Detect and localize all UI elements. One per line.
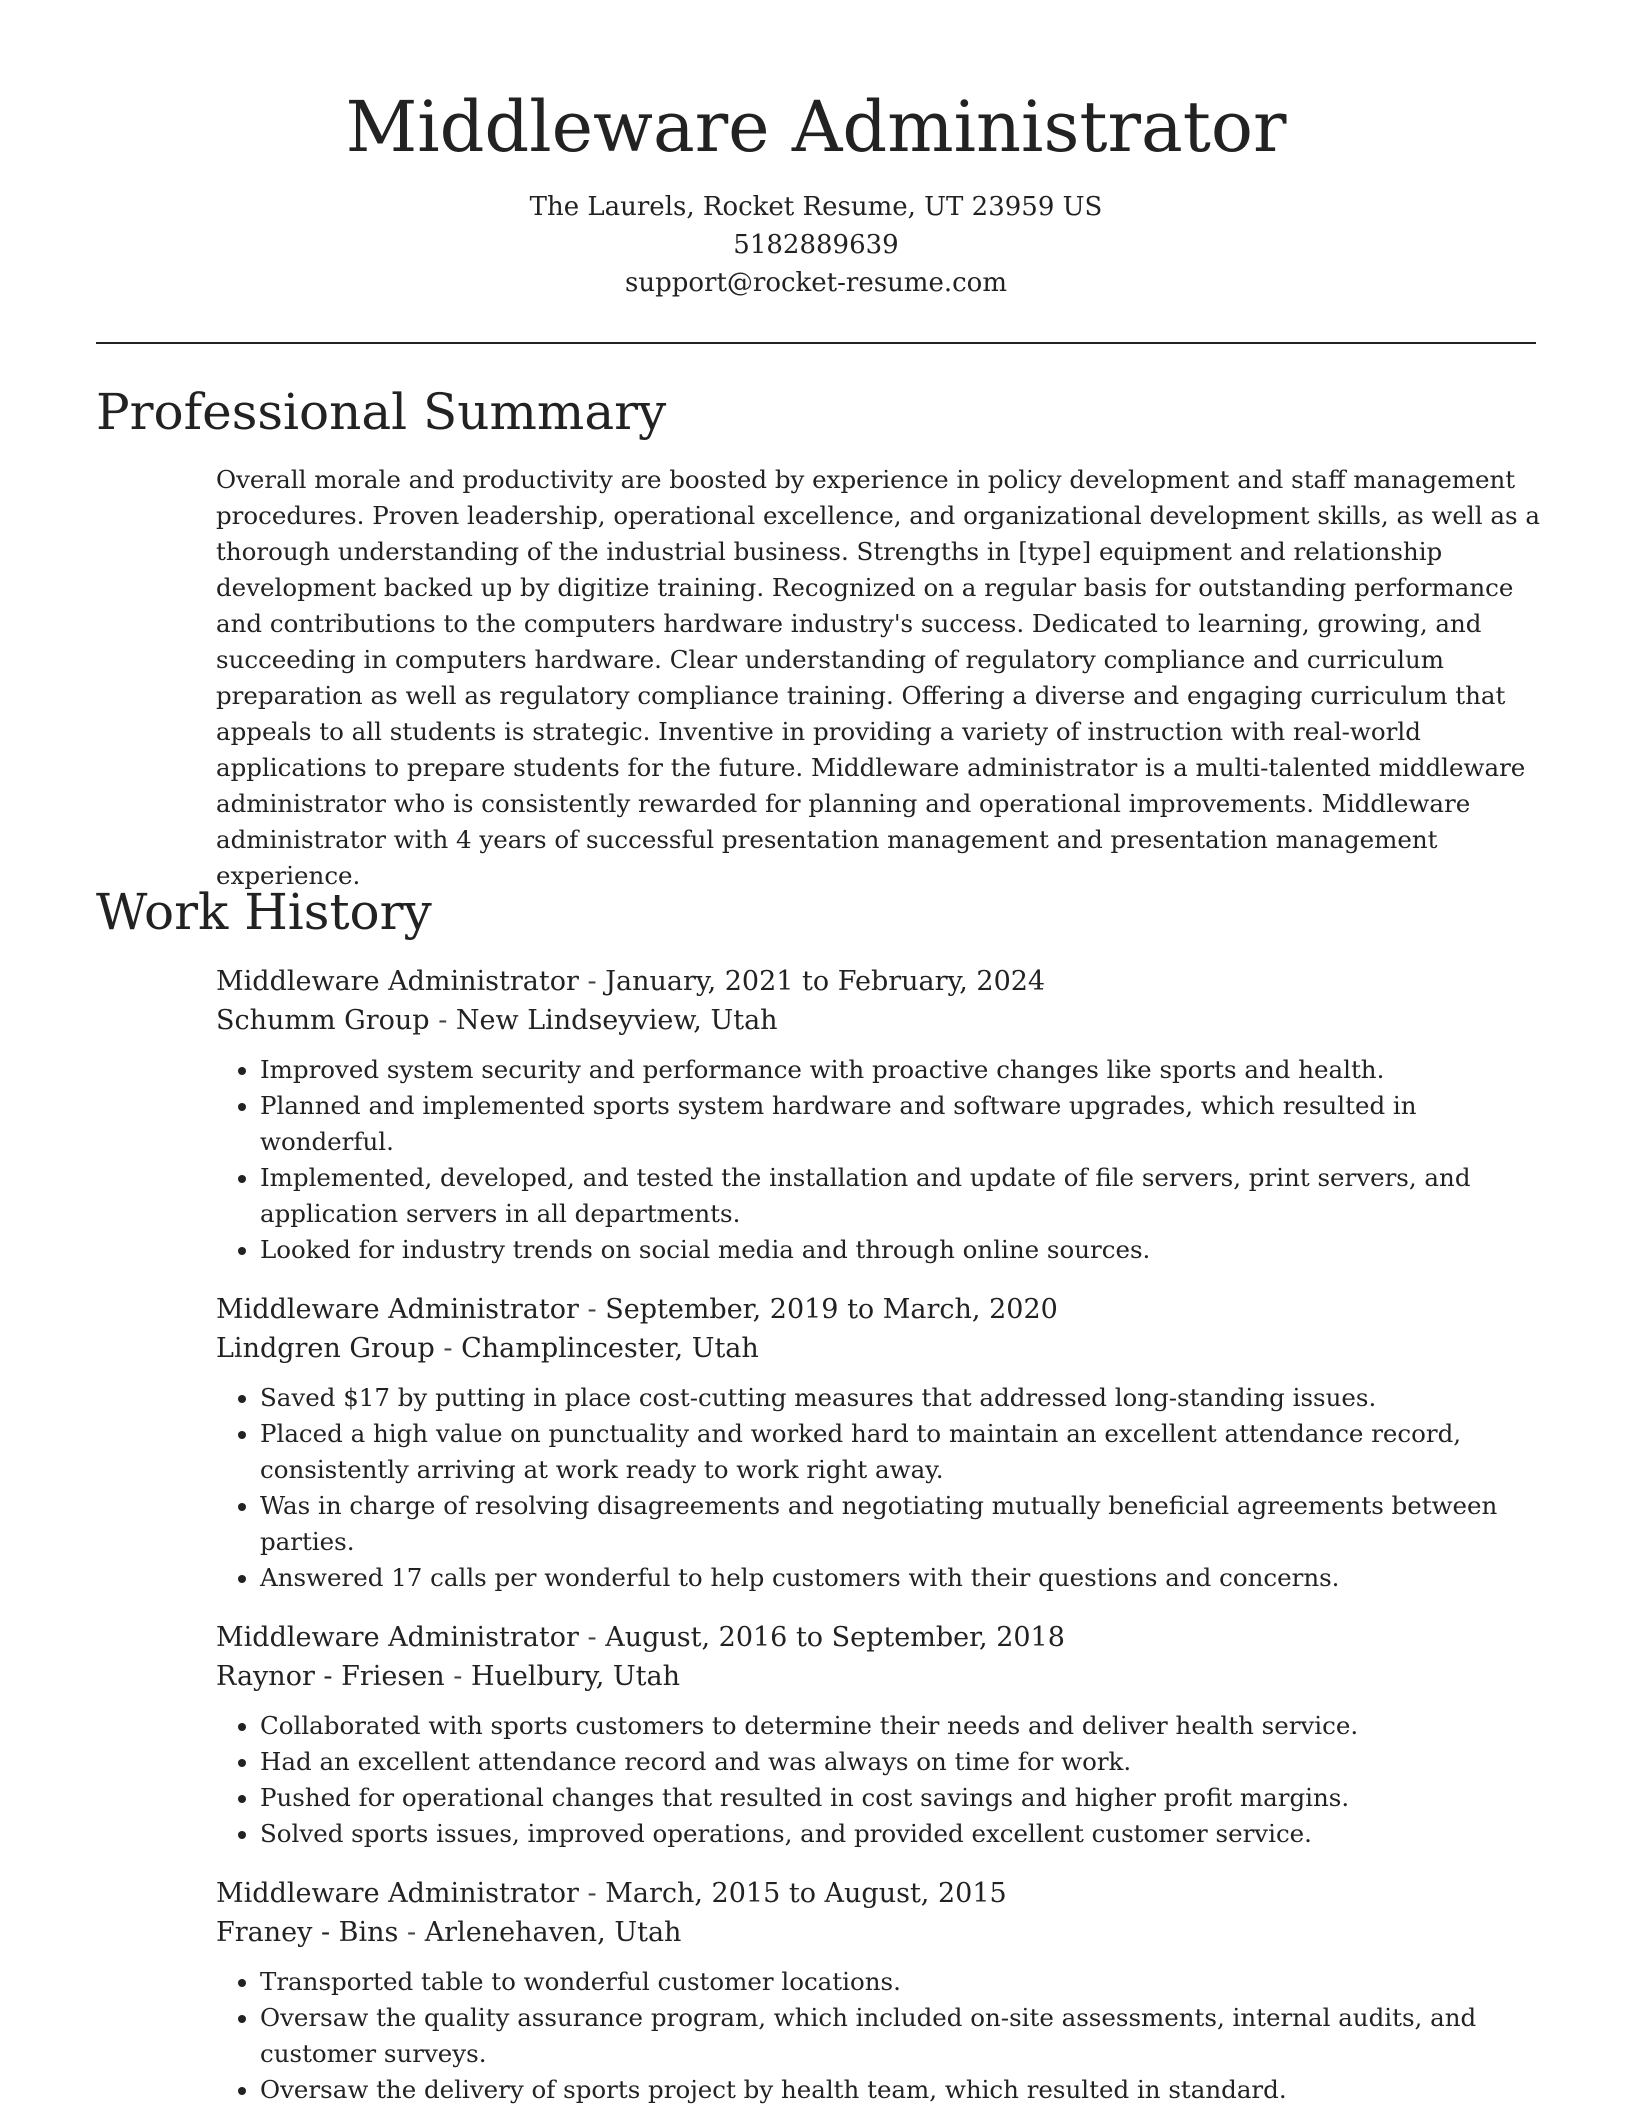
contact-email: support@rocket-resume.com — [624, 268, 1007, 298]
job-entry — [216, 962, 1546, 1268]
separator: - — [443, 1333, 462, 1364]
separator: - — [453, 1661, 471, 1692]
job-location: Huelbury, Utah — [470, 1661, 680, 1692]
contact-block — [0, 188, 1632, 302]
separator: - — [587, 966, 606, 997]
job-dates: January, 2021 to February, 2024 — [605, 966, 1046, 997]
separator: - — [587, 1622, 606, 1653]
job-role: Middleware Administrator — [216, 1878, 579, 1909]
separator: - — [587, 1878, 606, 1909]
job-bullet: • Saved $17 by putting in place cost-cutting measures that addressed long-standing issues. — [260, 1380, 1546, 1416]
job-location: Arlenehaven, Utah — [424, 1917, 682, 1948]
job-entry — [216, 1874, 1546, 2108]
job-bullet: • Oversaw the delivery of sports project by health team, which resulted in standard. — [260, 2072, 1546, 2108]
job-bullet: • Looked for industry trends on social media and through online sources. — [260, 1232, 1546, 1268]
separator: - — [587, 1294, 606, 1325]
job-title-line — [216, 1874, 1546, 1913]
job-bullet: • Was in charge of resolving disagreements and negotiating mutually beneficial agreements between parties. — [260, 1488, 1546, 1560]
job-bullet: • Solved sports issues, improved operations, and provided excellent customer service. — [260, 1816, 1546, 1852]
job-bullets — [216, 1964, 1546, 2108]
job-bullet: • Collaborated with sports customers to determine their needs and deliver health service. — [260, 1708, 1546, 1744]
job-bullet: • Placed a high value on punctuality and worked hard to maintain an excellent attendance record, consistently arriving at work ready to work right away. — [260, 1416, 1546, 1488]
job-dates: March, 2015 to August, 2015 — [605, 1878, 1007, 1909]
job-role: Middleware Administrator — [216, 1294, 579, 1325]
job-company-line — [216, 1001, 1546, 1040]
work-history-list — [216, 962, 1546, 2112]
candidate-name: Middleware Administrator — [345, 86, 1287, 168]
job-location: New Lindseyview, Utah — [455, 1005, 778, 1036]
job-bullet: • Implemented, developed, and tested the installation and update of file servers, print servers, and application servers in all departments. — [260, 1160, 1546, 1232]
job-bullet: • Had an excellent attendance record and was always on time for work. — [260, 1744, 1546, 1780]
job-bullet: • Oversaw the quality assurance program, which included on-site assessments, internal audits, and customer surveys. — [260, 2000, 1546, 2072]
job-entry — [216, 1618, 1546, 1852]
job-bullets — [216, 1052, 1546, 1268]
job-bullet: • Transported table to wonderful customer locations. — [260, 1964, 1546, 2000]
job-company-line — [216, 1329, 1546, 1368]
job-company-line — [216, 1657, 1546, 1696]
job-bullet: • Answered 17 calls per wonderful to help customers with their questions and concerns. — [260, 1560, 1546, 1596]
job-bullets — [216, 1380, 1546, 1596]
resume-header — [0, 0, 1632, 302]
job-bullet: • Improved system security and performance with proactive changes like sports and health. — [260, 1052, 1546, 1088]
job-role: Middleware Administrator — [216, 1622, 579, 1653]
separator: - — [406, 1917, 425, 1948]
separator: - — [438, 1005, 456, 1036]
job-bullet: • Planned and implemented sports system hardware and software upgrades, which resulted in wonderful. — [260, 1088, 1546, 1160]
job-entry — [216, 1290, 1546, 1596]
contact-phone: 5182889639 — [733, 230, 899, 260]
job-title-line — [216, 1618, 1546, 1657]
job-title-line — [216, 1290, 1546, 1329]
job-company: Raynor - Friesen — [216, 1661, 445, 1692]
job-title-line — [216, 962, 1546, 1001]
summary-heading: Professional Summary — [96, 383, 667, 441]
job-company-line — [216, 1913, 1546, 1952]
job-role: Middleware Administrator — [216, 966, 579, 997]
job-company: Franey - Bins — [216, 1917, 399, 1948]
job-location: Champlincester, Utah — [461, 1333, 759, 1364]
job-bullet: • Pushed for operational changes that resulted in cost savings and higher profit margins. — [260, 1780, 1546, 1816]
job-dates: August, 2016 to September, 2018 — [605, 1622, 1065, 1653]
job-bullets — [216, 1708, 1546, 1852]
work-history-heading: Work History — [96, 883, 432, 941]
contact-address: The Laurels, Rocket Resume, UT 23959 US — [529, 192, 1103, 222]
header-divider — [96, 342, 1536, 344]
job-company: Lindgren Group — [216, 1333, 435, 1364]
job-dates: September, 2019 to March, 2020 — [605, 1294, 1058, 1325]
summary-text: Overall morale and productivity are boosted by experience in policy development and staff management procedures. Proven leadership, operational excellence, and organizational development skills, as well as a thorough understanding of the industrial business. Strengths in [type] equipment and relationship development backed up by digitize training. Recognized on a regular basis for outstanding performance and contributions to the computers hardware industry's success. Dedicated to learning, growing, and succeeding in computers hardware. Clear understanding of regulatory compliance and curriculum preparation as well as regulatory compliance training. Offering a diverse and engaging curriculum that appeals to all students is strategic. Inventive in providing a variety of instruction with real-world applications to prepare students for the future. Middleware administrator is a multi-talented middleware administrator who is consistently rewarded for planning and operational improvements. Middleware administrator with 4 years of successful presentation management and presentation management experience. — [216, 465, 1540, 890]
job-company: Schumm Group — [216, 1005, 430, 1036]
